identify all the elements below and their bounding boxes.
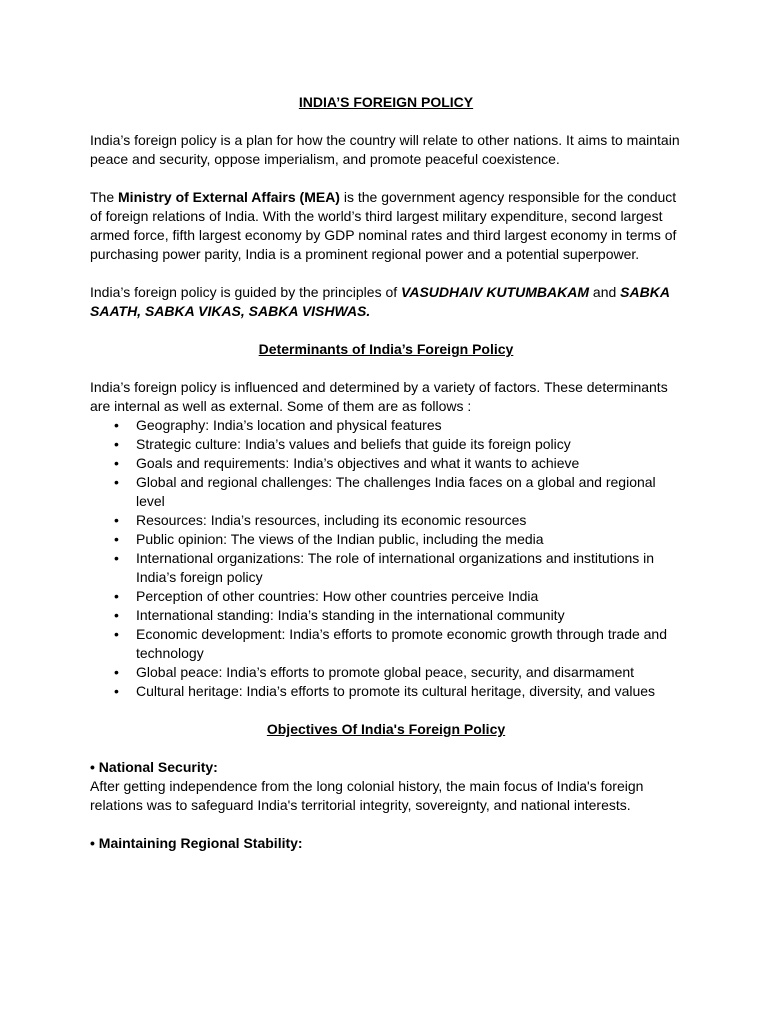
list-item-text: Strategic culture: India’s values and beliefs that guide its foreign policy xyxy=(136,436,571,452)
mea-paragraph-prefix: The xyxy=(90,189,119,205)
list-item-text: Cultural heritage: India’s efforts to promote its cultural heritage, diversity, and values xyxy=(136,683,656,699)
list-item-text: International standing: India’s standing in the international community xyxy=(136,607,565,623)
bullet-icon: • xyxy=(114,417,119,433)
mea-name: Ministry of External Affairs (MEA) xyxy=(118,189,340,205)
bullet-icon: • xyxy=(114,455,119,471)
list-item-text: Perception of other countries: How other countries perceive India xyxy=(136,588,539,604)
bullet-icon: • xyxy=(114,531,119,547)
list-item xyxy=(90,663,682,682)
list-item xyxy=(90,606,682,625)
list-item xyxy=(90,587,682,606)
list-item-text: Goals and requirements: India’s objectives and what it wants to achieve xyxy=(136,455,580,471)
list-item-text: Global and regional challenges: The challenges India faces on a global and regional level xyxy=(136,474,656,509)
principles-joiner: and xyxy=(589,284,621,300)
list-item xyxy=(90,416,682,435)
list-item-text: Public opinion: The views of the Indian public, including the media xyxy=(136,531,544,547)
determinants-list xyxy=(90,416,682,701)
list-item-text: Global peace: India’s efforts to promote global peace, security, and disarmament xyxy=(136,664,635,680)
bullet-icon: • xyxy=(114,664,119,680)
list-item-text: International organizations: The role of international organizations and institutions in India’s foreign policy xyxy=(136,550,655,585)
list-item xyxy=(90,511,682,530)
list-item xyxy=(90,625,682,663)
bullet-icon: • xyxy=(114,607,119,623)
list-item-text: Resources: India’s resources, including its economic resources xyxy=(136,512,527,528)
objectives-heading: Objectives Of India's Foreign Policy xyxy=(266,721,506,737)
list-item xyxy=(90,454,682,473)
national-security-body: After getting independence from the long colonial history, the main focus of India's foreign relations was to safeguard India's territorial integrity, sovereignty, and national interests. xyxy=(90,778,644,813)
list-item xyxy=(90,435,682,454)
bullet-icon: • xyxy=(114,683,119,699)
mea-paragraph-body: is the government agency responsible for the conduct of foreign relations of India. With the world’s third largest military expenditure, second largest armed force, fifth largest economy by GDP nominal rates and third largest economy in terms of purchasing power parity, India is a prominent regional power and a potential superpower. xyxy=(90,189,677,262)
list-item xyxy=(90,549,682,587)
determinants-heading: Determinants of India’s Foreign Policy xyxy=(258,341,514,357)
principle-sabka-saath: SABKA SAATH, SABKA VIKAS, SABKA VISHWAS. xyxy=(90,284,670,319)
list-item xyxy=(90,473,682,511)
document-page xyxy=(90,93,682,853)
mea-paragraph xyxy=(90,188,682,264)
document-title: INDIA’S FOREIGN POLICY xyxy=(298,94,474,110)
regional-stability-heading: • Maintaining Regional Stability: xyxy=(90,835,303,851)
principle-vasudhaiv: VASUDHAIV KUTUMBAKAM xyxy=(401,284,590,300)
intro-paragraph: India’s foreign policy is a plan for how the country will relate to other nations. It aims to maintain peace and security, oppose imperialism, and promote peaceful coexistence. xyxy=(90,132,680,167)
principles-paragraph xyxy=(90,283,682,321)
bullet-icon: • xyxy=(114,436,119,452)
list-item-text: Geography: India’s location and physical features xyxy=(136,417,442,433)
bullet-icon: • xyxy=(114,550,119,566)
list-item xyxy=(90,530,682,549)
determinants-intro: India’s foreign policy is influenced and determined by a variety of factors. These determinants are internal as well as external. Some of them are as follows : xyxy=(90,379,668,414)
bullet-icon: • xyxy=(114,626,119,642)
national-security-heading: • National Security: xyxy=(90,759,218,775)
bullet-icon: • xyxy=(114,512,119,528)
list-item-text: Economic development: India’s efforts to promote economic growth through trade and technology xyxy=(136,626,668,661)
principles-prefix: India’s foreign policy is guided by the principles of xyxy=(90,284,402,300)
bullet-icon: • xyxy=(114,588,119,604)
list-item xyxy=(90,682,682,701)
bullet-icon: • xyxy=(114,474,119,490)
